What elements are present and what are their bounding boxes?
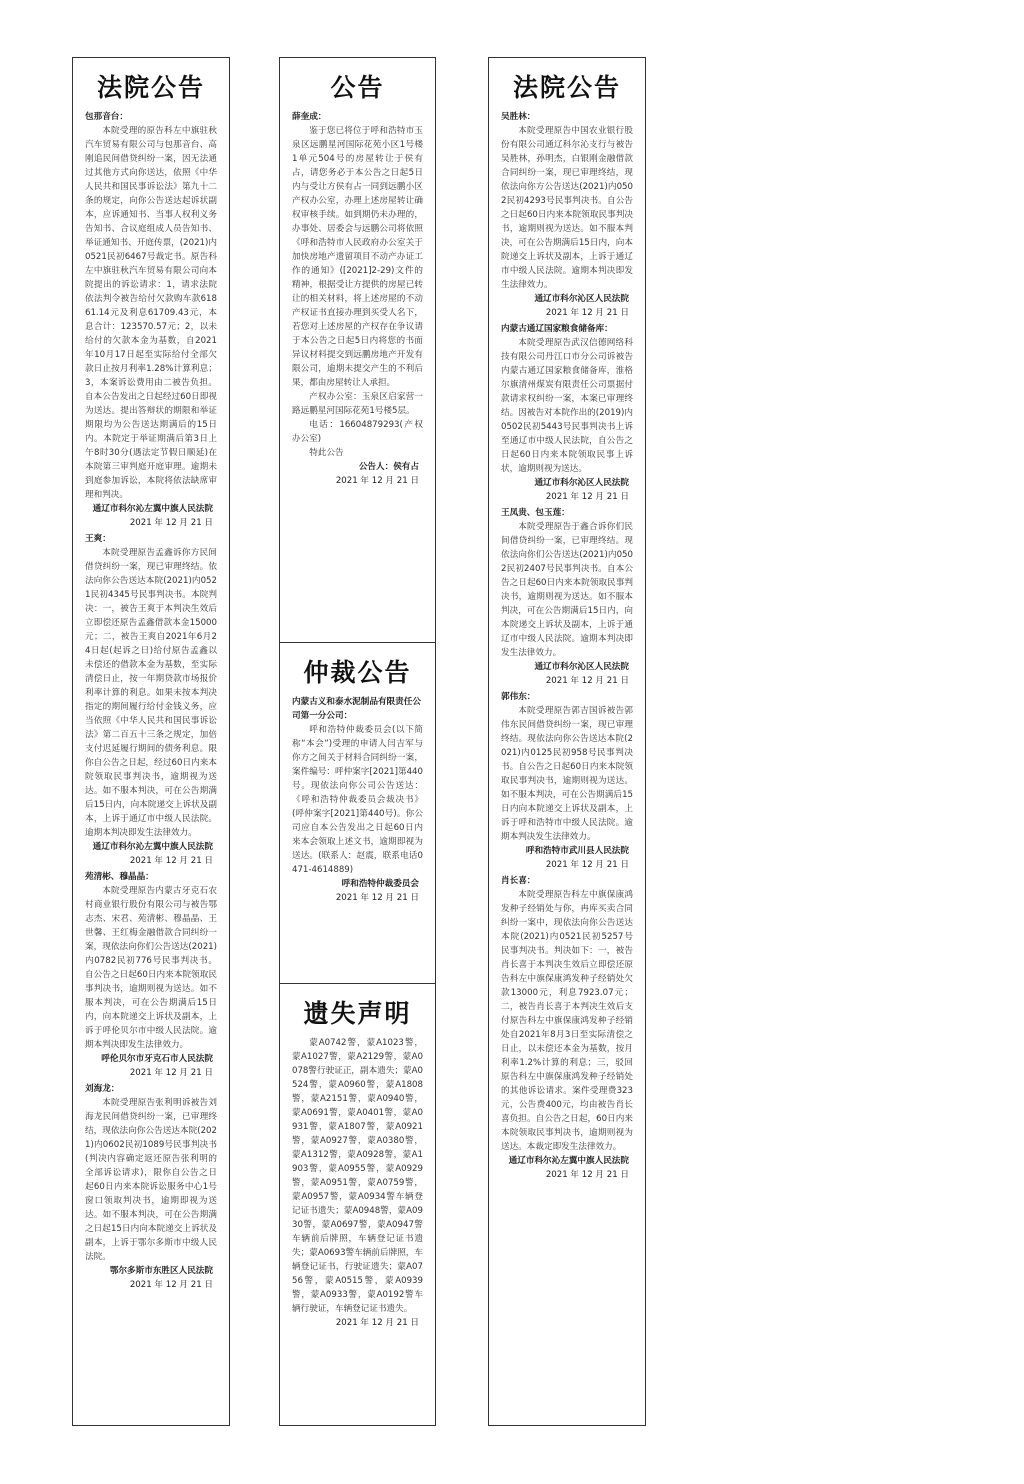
notice-addressee: 肖长喜： [501,876,536,886]
notice-body: 蒙A0742警，蒙A1023警，蒙A1027警，蒙A2129警，蒙A0078警行驶证正，副本遗失；蒙A0524警，蒙A0960警，蒙A1808警，蒙A2151警，蒙A0940警，蒙A0691警，蒙A0401警，蒙A0931警，蒙A1807警，蒙A0921警，蒙A0927警，蒙A0380警，蒙A1312警，蒙A0928警，蒙A1903警，蒙A0955警，蒙A0929警，蒙A0951警，蒙A0759警，蒙A0957警，蒙A0934警车辆登记证书遗失；蒙A0948警，蒙A0930警，蒙A0697警，蒙A0947警车辆前后牌照，车辆登记证书遗失；蒙A0693警车辆前后牌照，车辆登记证书，行驶证遗失；蒙A0756警，蒙A0515警，蒙A0939警，蒙A0933警，蒙A0192警车辆行驶证，车辆登记证书遗失。 [292,1038,423,1314]
notice-wang-shuang [73,532,229,868]
notice-phone: 电话：16604879293(产权办公室) [292,420,423,444]
notice-body: 本院受理原告内蒙古牙克石农村商业银行股份有限公司与被告鄂志杰、宋君、苑清彬、穆晶晶、王世馨、王红梅金融借款合同纠纷一案，现依法向你们公告送达(2021)内0782民初776号民事判决书。自公告之日起60日内来本院领取民事判决书，逾期则视为送达。如不服本判决，可在公告期满后15日内，向本院递交上诉状及副本，上诉于呼伦贝尔市中级人民法院。逾期本判决即发生法律效力。 [85,886,217,1050]
notice-signer: 呼伦贝尔市牙克石市人民法院 [101,1054,213,1064]
notice-addressee: 郭伟东： [501,692,536,702]
notice-date: 2021 年 12 月 21 日 [545,1170,629,1180]
notice-date: 2021 年 12 月 21 日 [335,893,419,903]
loss-statement-title: 遗失声明 [303,999,412,1028]
notice-tongliao-grain-reserve [489,322,645,504]
announcement-title: 公告 [330,73,385,102]
announcement-section [280,58,435,642]
notice-body: 本院受理原告武汉信德网络科技有限公司丹江口市分公司诉被告内蒙古通辽国家粮食储备库，淮格尔旗清州煤炭有限责任公司票据付款请求权纠纷一案，本案已审理终结。因被告对本院作出的(2019)内0502民初5443号民事判决书上诉至通辽市中级人民法院，自公告之日起60日内来本院领取民事上诉状，逾期则视为送达。 [501,338,633,474]
notice-signer: 呼和浩特仲裁委员会 [341,879,419,889]
left-column [72,57,230,1426]
notice-signer: 通辽市科尔沁左翼中旗人民法院 [92,504,213,514]
court-notice-title: 法院公告 [96,73,205,102]
notice-date: 2021 年 12 月 21 日 [335,1318,419,1328]
loss-statement-section [280,984,435,1425]
notice-signer: 通辽市科尔沁区人民法院 [534,662,629,672]
notice-addressee: 苑清彬、穆晶晶： [85,872,154,882]
right-column [488,57,646,1426]
notice-body: 本院受理原告张利明诉被告刘海龙民间借贷纠纷一案，已审理终结，现依法向你公告送达本院(2021)内0602民初1089号民事判决书(判决内容确定返还原告张利明的全部诉讼请求)，限你自公告之日起60日内来本院诉讼服务中心1号窗口领取判决书，逾期即视为送达。如不服本判决，可在公告期满之日起15日内向本院递交上诉状及副本，上诉于鄂尔多斯市中级人民法院。 [85,1098,217,1262]
notice-addressee: 内蒙古通辽国家粮食储备库： [501,324,613,334]
notice-signer: 通辽市科尔沁左翼中旗人民法院 [508,1156,629,1166]
notice-special: 特此公告 [309,448,344,458]
notice-addressee: 吴胜林： [501,112,536,122]
notice-date: 2021 年 12 月 21 日 [545,676,629,686]
notice-loss-list [280,1036,435,1330]
notice-bao-na-yin-tai [73,110,229,530]
notice-signer: 公告人：侯有占 [358,462,419,472]
notice-date: 2021 年 12 月 21 日 [545,492,629,502]
notice-body: 本院受理原告于鑫合诉你们民间借贷纠纷一案，已审理终结。现依法向你们公告送达(2021)内0502民初2407号民事判决书。自本公告之日起60日内来本院领取民事判决书，逾期则视为送达。如不服本判决，可在公告期满后15日内，向本院递交上诉状及副本，上诉于通辽市中级人民法院。逾期本判决即发生法律效力。 [501,522,633,658]
notice-date: 2021 年 12 月 21 日 [129,1068,213,1078]
notice-signer: 呼和浩特市武川县人民法院 [525,846,629,856]
notice-body: 鉴于您已将位于呼和浩特市玉泉区远鹏星河国际花苑小区1号楼1单元504号的房屋转让于侯有占，请您务必于本公告之日起5日内与受让方侯有占一同到远鹏小区产权办公室，办理上述房屋转让确权审核手续。如到期仍未办理的，办事处、居委会与远鹏公司将依照《呼和浩特市人民政府办公室关于加快房地产遗留项目不动产办证工作的通知》([2021]2-29)文件的精神，根据受让方提供的房屋已转让的相关材料，将上述房屋的不动产权证书直接办理到买受人名下，若您对上述房屋的产权存在争议请于本公告之日起5日内将您的书面异议材料提交到远鹏房地产开发有限公司，逾期未提交产生的不利后果，都由房屋转让人承担。 [292,126,423,388]
notice-body: 本院受理原告中国农业银行股份有限公司通辽科尔沁支行与被告吴胜林，孙明杰，白银刚金融借款合同纠纷一案，现已审理终结，现依法向你方公告送达(2021)内0502民初4293号民事判决书。自公告之日起60日内来本院领取民事判决书，逾期则视为送达。如不服本判决，可在公告期满后15日内，向本院递交上诉状及副本，上诉于通辽市中级人民法院。逾期本判决即发生法律效力。 [501,126,633,290]
notice-signer: 鄂尔多斯市东胜区人民法院 [109,1266,213,1276]
notice-yuan-qing-bin [73,870,229,1080]
notice-xiao-chang-xi [489,874,645,1182]
notice-addressee: 包那音台： [85,112,128,122]
notice-date: 2021 年 12 月 21 日 [129,518,213,528]
notice-body: 本院受理原告郭吉国诉被告郭伟东民间借贷纠纷一案，现已审理终结。现依法向你公告送达本院(2021)内0125民初958号民事判决书。自公告之日起60日内来本院领取民事判决书，逾期则视为送达。如不服本判决，可在公告期满后15日内向本院递交上诉状及副本，上诉于呼和浩特市中级人民法院。逾期本判决发生法律效力。 [501,706,633,842]
notice-body: 呼和浩特仲裁委员会(以下简称“本会”)受理的申请人闫吉军与你方之间关于材料合同纠纷一案，案件编号：呼仲案字[2021]第440号。现依法向你公司公告送达：《呼和浩特仲裁委员会裁决书》(呼仲案字[2021]第440号)。你公司应自本公告发出之日起60日内来本会领取上述文书，逾期即视为送达。(联系人：赵震，联系电话0471-4614889) [292,725,423,875]
notice-addressee: 王爽： [85,534,111,544]
notice-date: 2021 年 12 月 21 日 [335,476,419,486]
notice-date: 2021 年 12 月 21 日 [545,860,629,870]
arbitration-title: 仲裁公告 [303,658,412,687]
notice-yi-he-tai [280,695,435,905]
notice-addressee: 刘海龙： [85,1084,120,1094]
notice-signer: 通辽市科尔沁区人民法院 [534,294,629,304]
notice-signer: 通辽市科尔沁区人民法院 [534,478,629,488]
notice-liu-hai-long [73,1082,229,1292]
notice-date: 2021 年 12 月 21 日 [129,856,213,866]
notice-xue-kui-cheng [280,110,435,488]
notice-office-address: 产权办公室：玉泉区启家营一路远鹏星河国际花苑1号楼5层。 [292,392,423,416]
notice-wang-feng-gui [489,506,645,688]
notice-addressee: 薛奎成： [292,112,327,122]
notice-date: 2021 年 12 月 21 日 [545,308,629,318]
notice-date: 2021 年 12 月 21 日 [129,1280,213,1290]
notice-guo-wei-dong [489,690,645,872]
notice-body: 本院受理原告科左中旗保康鸿发种子经销处与你，冉库买卖合同纠纷一案中，现依法向你公告送达本院(2021)内0521民初5257号民事判决书。判决如下：一，被告肖长喜于本判决生效后立即偿还原告科左中旗保康鸿发种子经销处欠款13000元，利息7923.07元；二，被告肖长喜于本判决生效后支付原告科左中旗保康鸿发种子经销处自2021年8月3日至实际清偿之日止，以未偿还本金为基数，按月利率1.2%计算的利息；三，驳回原告科左中旗保康鸿发种子经销处的其他诉讼请求。案件受理费323元，公告费400元，均由被告肖长喜负担。自公告之日起，60日内来本院领取民事判决书，逾期则视为送达。本裁定即发生法律效力。 [501,890,633,1152]
court-notice-title: 法院公告 [512,73,621,102]
notice-body: 本院受理原告孟鑫诉你方民间借贷纠纷一案，现已审理终结。依法向你公告送达本院(2021)内0521民初4345号民事判决书。本院判决：一，被告王爽于本判决生效后立即偿还原告孟鑫借款本金15000元；二，被告王爽自2021年6月24日起(起诉之日)给付原告孟鑫以未偿还的借款本金为基数，至实际清偿日止，按一年期贷款市场报价利率计算的利息。如果未按本判决指定的期间履行给付金钱义务，应当依照《中华人民共和国民事诉讼法》第二百五十三条之规定，加倍支付迟延履行期间的债务利息。限你自公告之日起，经过60日内来本院领取民事判决书，逾期视为送达。如不服本判决，可在公告期满后15日内，向本院递交上诉状及副本，上诉于通辽市中级人民法院。逾期本判决即发生法律效力。 [85,548,217,838]
notice-body: 本院受理的原告科左中旗驻秋汽车贸易有限公司与包那音台、高刚追民间借贷纠纷一案，因无法通过其他方式向你送达，依照《中华人民共和国民事诉讼法》第九十二条的规定，向你公告送达起诉状副本，应诉通知书、当事人权利义务告知书、合议庭组成人员告知书、举证通知书、开庭传票，(2021)内0521民初6467号裁定书。原告科左中旗驻秋汽车贸易有限公司向本院提出的诉讼请求：1，请求法院依法判令被告给付欠款购车款61861.14元及利息61709.43元，本息合计：123570.57元；2，以未给付的欠款本金为基数，自2021年10月17日起至实际给付全部欠款日止按月利率1.28%计算利息；3，本案诉讼费用由二被告负担。自本公告发出之日起经过60日即视为送达。提出答辩状的期限和举证期限均为公告送达期满后的15日内。本院定于举证期满后第3日上午8时30分(遇法定节假日顺延)在本院第三审判庭开庭审理。逾期未到庭参加诉讼，本院将依法缺席审理和判决。 [85,126,217,500]
notice-wu-sheng-lin [489,110,645,320]
arbitration-section [280,643,435,983]
notice-signer: 通辽市科尔沁左翼中旗人民法院 [92,842,213,852]
notice-addressee: 内蒙古义和泰水泥制品有限责任公司第一分公司： [292,697,421,721]
notice-addressee: 王凤贵、包玉莲： [501,508,570,518]
middle-column [279,57,436,1426]
